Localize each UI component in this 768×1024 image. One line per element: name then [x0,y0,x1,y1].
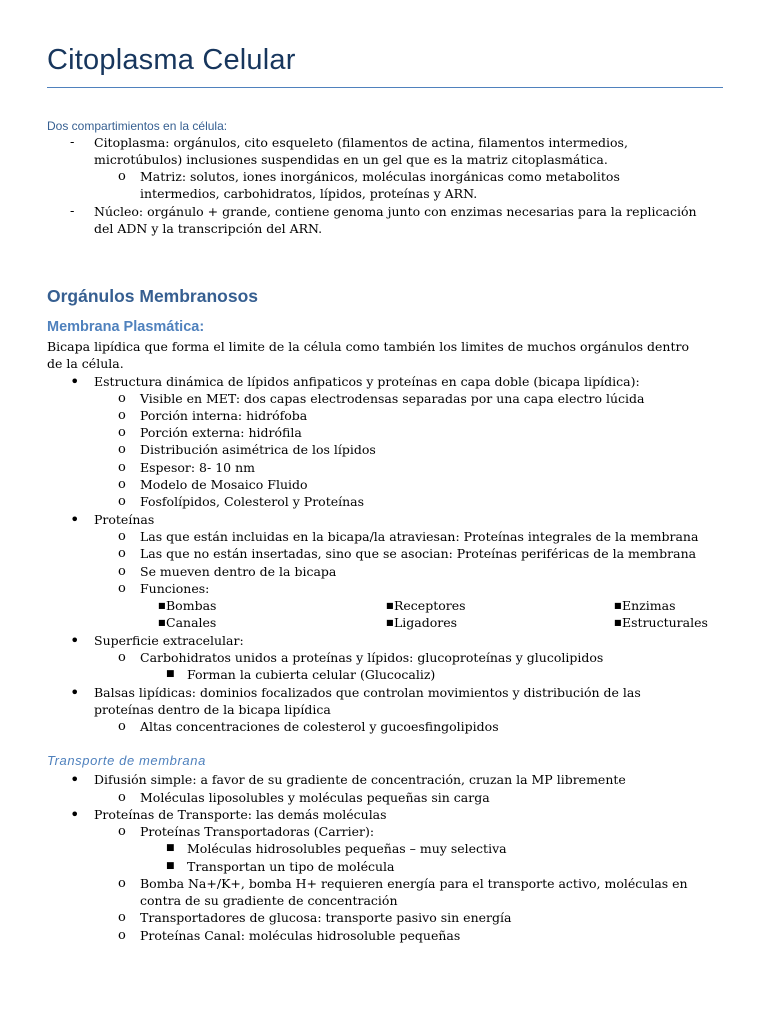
subheading-membrana: Membrana Plasmática: [47,319,205,335]
section-heading-compartimientos: Dos compartimientos en la célula: [47,119,228,133]
page-title: Citoplasma Celular [47,44,296,76]
dash-marker: - [70,135,75,150]
text-line: Proteínas [94,512,155,527]
list-item: Las que están incluidas en la bicapa/la atraviesan: Proteínas integrales de la membrana [140,529,699,544]
text-line: proteínas dentro de la bicapa lipídica [94,702,331,717]
circle-bullet: o [118,790,126,805]
text-line: Citoplasma: orgánulos, cito esqueleto (filamentos de actina, filamentos intermedios, [94,135,628,150]
circle-bullet: o [118,442,126,457]
list-item: Se mueven dentro de la bicapa [140,564,337,579]
square-bullet: ■ [614,618,622,627]
square-bullet: ■ [386,618,394,627]
list-item: contra de su gradiente de concentración [140,893,398,908]
title-underline [47,87,723,88]
list-item: Transportadores de glucosa: transporte pasivo sin energía [140,910,512,925]
list-item: Distribución asimétrica de los lípidos [140,442,376,457]
list-item: Bomba Na+/K+, bomba H+ requieren energía para el transporte activo, moléculas en [140,876,688,891]
circle-bullet: o [118,460,126,475]
text-line: Matriz: solutos, iones inorgánicos, moléculas inorgánicas como metabolitos [140,169,620,184]
square-bullet: ■ [158,601,166,610]
circle-bullet: o [118,408,126,423]
list-item: Proteínas Transportadoras (Carrier): [140,824,375,839]
list-item: Modelo de Mosaico Fluido [140,477,308,492]
section-heading-organulos: Orgánulos Membranosos [47,286,259,306]
bullet-dot: • [70,510,80,529]
bullet-dot: • [70,372,80,391]
circle-bullet: o [118,169,126,184]
circle-bullet: o [118,391,126,406]
square-bullet: ■ [166,843,175,853]
list-item: Forman la cubierta celular (Glucocaliz) [187,667,436,682]
circle-bullet: o [118,928,126,943]
circle-bullet: o [118,581,126,596]
list-item: Moléculas liposolubles y moléculas pequeñas sin carga [140,790,490,805]
circle-bullet: o [118,546,126,561]
text-line: microtúbulos) inclusiones suspendidas en un gel que es la matriz citoplasmática. [94,152,608,167]
list-item: Transportan un tipo de molécula [187,859,395,874]
circle-bullet: o [118,425,126,440]
bullet-dot: • [70,683,80,702]
list-item: Moléculas hidrosolubles pequeñas – muy selectiva [187,841,507,856]
text-line: intermedios, carbohidratos, lípidos, proteínas y ARN. [140,186,478,201]
circle-bullet: o [118,910,126,925]
circle-bullet: o [118,494,126,509]
text-line: Estructura dinámica de lípidos anfipaticos y proteínas en capa doble (bicapa lipídica): [94,374,640,389]
circle-bullet: o [118,564,126,579]
square-bullet: ■ [614,601,622,610]
funcion-item: Enzimas [622,598,676,613]
square-bullet: ■ [386,601,394,610]
funcion-item: Bombas [166,598,217,613]
circle-bullet: o [118,824,126,839]
list-item: Fosfolípidos, Colesterol y Proteínas [140,494,365,509]
square-bullet: ■ [158,618,166,627]
circle-bullet: o [118,477,126,492]
funcion-item: Canales [166,615,217,630]
list-item: Visible en MET: dos capas electrodensas separadas por una capa electro lúcida [140,391,645,406]
circle-bullet: o [118,650,126,665]
list-item: Proteínas Canal: moléculas hidrosoluble pequeñas [140,928,461,943]
list-item: Porción interna: hidrófoba [140,408,308,423]
list-item: Porción externa: hidrófila [140,425,302,440]
list-item: Altas concentraciones de colesterol y gucoesfingolipidos [140,719,499,734]
funcion-item: Ligadores [394,615,458,630]
square-bullet: ■ [166,669,175,679]
bullet-dot: • [70,631,80,650]
list-item: Funciones: [140,581,210,596]
dash-marker: - [70,204,75,219]
text-line: Bicapa lipídica que forma el limite de la célula como también los limites de muchos orgánulos dentro [47,339,689,354]
text-line: Balsas lipídicas: dominios focalizados que controlan movimientos y distribución de las [94,685,641,700]
bullet-dot: • [70,770,80,789]
square-bullet: ■ [166,861,175,871]
text-line: Difusión simple: a favor de su gradiente de concentración, cruzan la MP libremente [94,772,626,787]
list-item: Espesor: 8- 10 nm [140,460,255,475]
subheading-transporte: Transporte de membrana [47,753,206,768]
funcion-item: Estructurales [622,615,708,630]
text-line: Proteínas de Transporte: las demás moléculas [94,807,387,822]
circle-bullet: o [118,529,126,544]
text-line: Superficie extracelular: [94,633,244,648]
circle-bullet: o [118,719,126,734]
text-line: de la célula. [47,356,124,371]
circle-bullet: o [118,876,126,891]
list-item: Las que no están insertadas, sino que se asocian: Proteínas periféricas de la membrana [140,546,697,561]
list-item: Carbohidratos unidos a proteínas y lípidos: glucoproteínas y glucolipidos [140,650,604,665]
text-line: Núcleo: orgánulo + grande, contiene genoma junto con enzimas necesarias para la replicación [94,204,697,219]
bullet-dot: • [70,805,80,824]
text-line: del ADN y la transcripción del ARN. [94,221,323,236]
funcion-item: Receptores [394,598,466,613]
